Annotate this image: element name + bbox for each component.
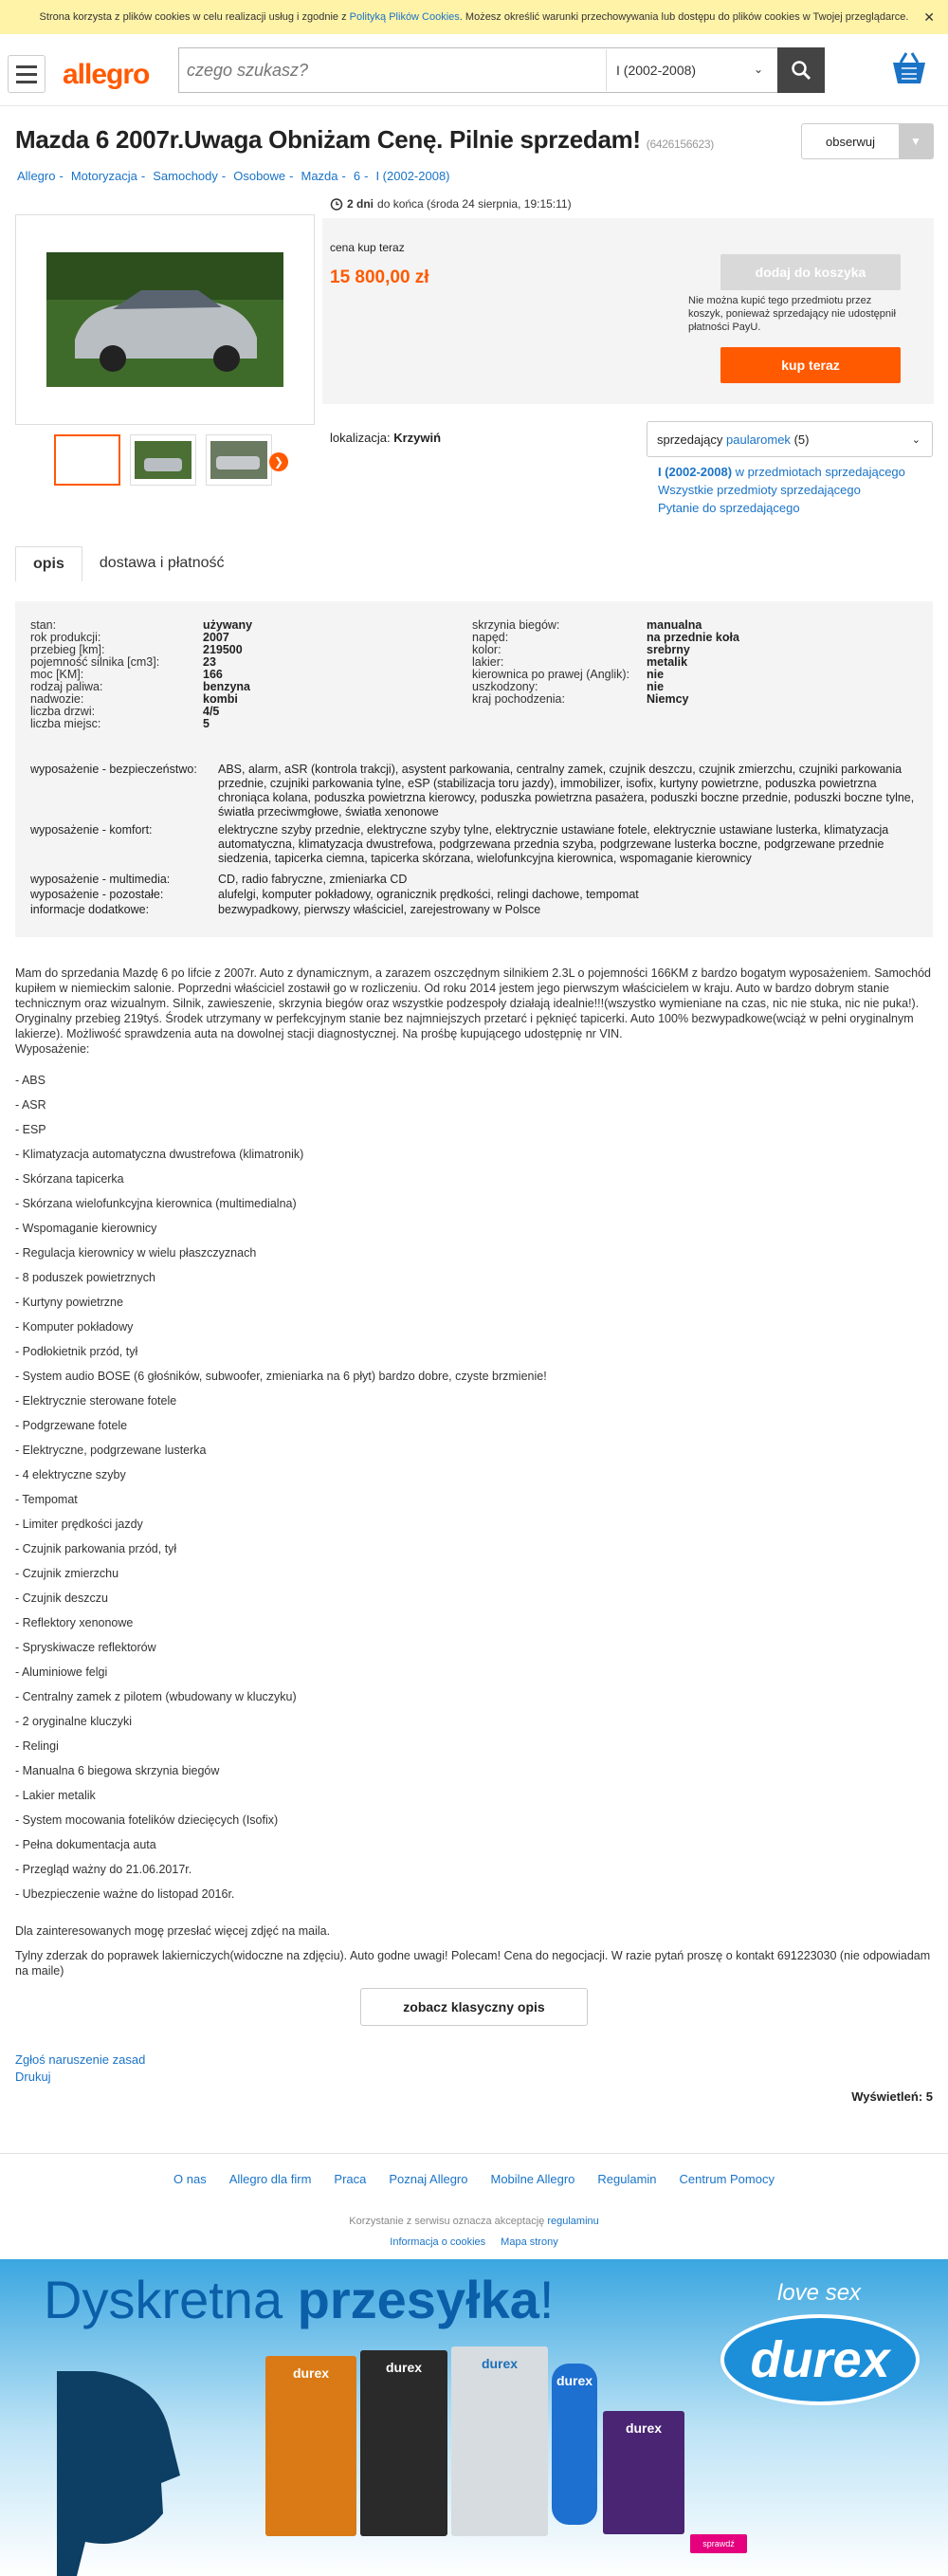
location: lokalizacja: Krzywiń — [330, 431, 442, 445]
print-link[interactable]: Drukuj — [15, 2070, 51, 2084]
buy-now-button[interactable]: kup teraz — [720, 347, 901, 383]
product-bottle: durex — [552, 2364, 597, 2525]
category-select[interactable]: I (2002-2008) ⌄ — [606, 49, 776, 91]
ask-seller-link[interactable]: Pytanie do sprzedającego — [658, 501, 800, 515]
thumbnail[interactable] — [54, 434, 120, 486]
equipment-list — [15, 1068, 547, 1906]
advert-tagline: love sex — [777, 2280, 862, 2306]
list-item: - Podłokietnik przód, tył — [15, 1345, 138, 1358]
spec-label: rok produkcji: — [30, 631, 101, 644]
list-item: - Czujnik parkowania przód, tył — [15, 1542, 177, 1555]
list-item: - Kurtyny powietrzne — [15, 1296, 123, 1309]
spec-value: 2007 — [203, 631, 229, 644]
spec-label: informacje dodatkowe: — [30, 903, 150, 916]
breadcrumb-item[interactable]: Allegro — [17, 169, 56, 183]
description — [15, 966, 933, 1057]
cookie-policy-link[interactable]: Polityką Plików Cookies — [349, 11, 460, 23]
footer-sublinks — [0, 2236, 948, 2248]
seller-dropdown[interactable]: sprzedający paularomek (5) ⌄ — [647, 421, 933, 457]
list-item: - System mocowania fotelików dziecięcych (Isofix) — [15, 1813, 279, 1827]
list-item: - ABS — [15, 1074, 46, 1087]
footer-link[interactable]: O nas — [173, 2172, 207, 2186]
cart-icon[interactable] — [887, 49, 931, 87]
logo[interactable]: allegro — [63, 59, 150, 90]
footer-link[interactable]: Regulamin — [597, 2172, 657, 2186]
add-to-cart-button[interactable]: dodaj do koszyka — [720, 254, 901, 290]
advert-banner[interactable] — [0, 2259, 948, 2576]
cookie-bar — [0, 0, 948, 34]
terms-link[interactable]: regulaminu — [547, 2216, 599, 2227]
list-item: - Centralny zamek z pilotem (wbudowany w kluczyku) — [15, 1690, 297, 1703]
footer-note: Korzystanie z serwisu oznacza akceptację regulaminu — [349, 2216, 599, 2227]
tab-delivery[interactable]: dostawa i płatność — [99, 555, 225, 571]
spec-label: skrzynia biegów: — [472, 618, 560, 632]
list-item: - Spryskiwacze reflektorów — [15, 1641, 156, 1654]
breadcrumb-item[interactable]: Motoryzacja — [70, 169, 137, 183]
spec-label: stan: — [30, 618, 57, 632]
seller-name[interactable]: paularomek — [726, 432, 791, 447]
spec-value: elektryczne szyby przednie, elektryczne szyby tylne, elektrycznie ustawiane fotele, elektrycznie ustawiane lusterka, klimatyzacja automatyczna, klimatyzacja dwustrefowa, podgrzewana przednia szyba, podgrzewane lusterka boczne, podgrzewane przednie siedzenia, tapicerka ciemna, tapicerka skórzana, wielofunkcyjna kierownica, wspomaganie kierownicy — [218, 823, 889, 865]
list-item: - ESP — [15, 1123, 46, 1136]
list-item: - Aluminiowe felgi — [15, 1665, 108, 1679]
footer-divider — [0, 2153, 948, 2154]
chevron-down-icon: ⌄ — [753, 63, 763, 76]
spec-value: srebrny — [647, 643, 690, 656]
close-icon[interactable]: ✕ — [923, 9, 935, 25]
footer-nav — [0, 2172, 948, 2186]
product-pack: durex — [603, 2411, 684, 2534]
spec-label: liczba miejsc: — [30, 717, 101, 730]
listing-id: (6426156623) — [646, 138, 714, 151]
equipment-heading: Wyposażenie: — [15, 1042, 90, 1056]
tabs — [15, 546, 242, 580]
view-count: Wyświetleń: 5 — [851, 2089, 933, 2104]
footer-link[interactable]: Poznaj Allegro — [389, 2172, 468, 2186]
seller-category-link[interactable]: I (2002-2008) w przedmiotach sprzedającego — [658, 465, 905, 479]
page-title: Mazda 6 2007r.Uwaga Obniżam Cenę. Pilnie sprzedam! (6426156623) — [15, 125, 714, 154]
tab-description[interactable]: opis — [15, 546, 82, 581]
spec-label: kraj pochodzenia: — [472, 692, 565, 706]
list-item: - 2 oryginalne kluczyki — [15, 1715, 132, 1728]
spec-value: używany — [203, 618, 253, 632]
breadcrumb-item[interactable]: I (2002-2008) — [375, 169, 450, 183]
spec-value: 166 — [203, 668, 223, 681]
footer-link[interactable]: Mobilne Allegro — [490, 2172, 575, 2186]
list-item: - Czujnik deszczu — [15, 1592, 108, 1605]
cookie-text: Strona korzysta z plików cookies w celu realizacji usług i zgodnie z Polityką Plików Cookies. Możesz określić warunki przechowywania lub dostępu do plików cookies w Twojej przeglądarce. — [39, 11, 909, 23]
spec-value: benzyna — [203, 680, 251, 693]
seller-links — [658, 463, 905, 517]
spec-label: napęd: — [472, 631, 509, 644]
spec-label: wyposażenie - multimedia: — [30, 873, 171, 886]
more-photos-note: Dla zainteresowanych mogę przesłać więcej zdjęć na maila. — [15, 1924, 331, 1938]
main-photo[interactable] — [15, 214, 315, 425]
chevron-down-icon[interactable]: ▼ — [899, 124, 933, 158]
cart-note: Nie można kupić tego przedmiotu przez koszyk, ponieważ sprzedający nie udostępnił płatności PayU. — [688, 295, 896, 333]
price-label: cena kup teraz — [330, 241, 405, 254]
product-pack: durex — [265, 2356, 356, 2536]
list-item: - Relingi — [15, 1739, 59, 1753]
search-icon — [791, 60, 811, 81]
footer-link[interactable]: Praca — [334, 2172, 367, 2186]
product-pack: durex — [360, 2350, 447, 2536]
spec-label: rodzaj paliwa: — [30, 680, 103, 693]
list-item: - Lakier metalik — [15, 1789, 96, 1802]
thumbnail[interactable] — [130, 434, 196, 486]
menu-icon[interactable] — [8, 55, 46, 93]
spec-label: lakier: — [472, 655, 504, 669]
chevron-down-icon: ⌄ — [911, 433, 921, 446]
spec-label: wyposażenie - pozostałe: — [30, 888, 164, 901]
list-item: - Limiter prędkości jazdy — [15, 1518, 143, 1531]
spec-label: przebieg [km]: — [30, 643, 105, 656]
list-item: - Klimatyzacja automatyczna dwustrefowa (klimatronik) — [15, 1148, 304, 1161]
spec-value: alufelgi, komputer pokładowy, ogranicznik prędkości, relingi dachowe, tempomat — [218, 888, 639, 901]
description-intro: Mam do sprzedania Mazdę 6 po lifcie z 2007r. Auto z dynamicznym, a zarazem oszczędnym silnikiem 2.3L o pojemności 166KM z bardzo bogatym wyposażeniem. Samochód kupiłem w niemieckim salonie. Poprzedni właściciel zostawił go w rozliczeniu. Od roku 2014 jestem jego pierwszym właścicielem w kraju. Auto w bardzo dobrym stanie technicznym oraz wizualnym. Silnik, zawieszenie, skrzynia biegów oraz wszystkie podzespoły działają idealnie!!!(wszystko wymieniane na czas, nic nie stuka, nic nie puka!). Oryginalny przebieg 219tyś. Środek utrzymany w perfekcyjnym stanie bez najmniejszych przetarć i pęknięć tapicerki. Auto 100% bezwypadkowe(wciąż w pełni oryginalnym lakierze). Możliwość sprawdzenia auta na dowolnej stacji diagnostycznej. Na prośbę kupującego udostępnię nr VIN. — [15, 966, 931, 1040]
report-links — [15, 2052, 145, 2086]
breadcrumb-item[interactable]: Mazda — [301, 169, 338, 183]
silhouette-icon — [57, 2371, 228, 2576]
spec-label: wyposażenie - komfort: — [30, 823, 153, 837]
breadcrumb-item[interactable]: Osobowe — [233, 169, 286, 183]
check-button[interactable]: sprawdź — [690, 2534, 747, 2553]
spec-label: liczba drzwi: — [30, 705, 96, 718]
spec-label: moc [KM]: — [30, 668, 84, 681]
search-input[interactable] — [179, 49, 606, 91]
spec-value: CD, radio fabryczne, zmieniarka CD — [218, 873, 408, 886]
list-item: - Skórzana wielofunkcyjna kierownica (multimedialna) — [15, 1197, 297, 1210]
spec-label: pojemność silnika [cm3]: — [30, 655, 160, 669]
buy-box — [322, 218, 934, 404]
spec-value: 23 — [203, 655, 216, 669]
spec-label: uszkodzony: — [472, 680, 538, 693]
spec-value: bezwypadkowy, pierwszy właściciel, zarejestrowany w Polsce — [218, 903, 541, 916]
observe-button[interactable]: obserwuj ▼ — [801, 123, 934, 159]
list-item: - Reflektory xenonowe — [15, 1616, 134, 1629]
time-remaining: 2 dni do końca (środa 24 sierpnia, 19:15:11) — [330, 197, 572, 211]
list-item: - 8 poduszek powietrznych — [15, 1271, 155, 1284]
search-bar — [178, 47, 779, 93]
clock-icon — [330, 197, 343, 211]
footer-link[interactable]: Allegro dla firm — [228, 2172, 312, 2186]
spec-value: 4/5 — [203, 705, 220, 718]
search-button[interactable] — [777, 47, 825, 93]
breadcrumb: Allegro - Motoryzacja - Samochody - Osobowe - Mazda - 6 - I (2002-2008) — [17, 169, 450, 183]
list-item: - Skórzana tapicerka — [15, 1172, 124, 1186]
seller-all-items-link[interactable]: Wszystkie przedmioty sprzedającego — [658, 483, 861, 497]
advert-logo: durex — [720, 2314, 920, 2405]
list-item: - Przegląd ważny do 21.06.2017r. — [15, 1863, 192, 1876]
spec-value: kombi — [203, 692, 238, 706]
spec-value: nie — [647, 668, 665, 681]
closing-note: Tylny zderzak do poprawek lakierniczych(widoczne na zdjęciu). Auto godne uwagi! Polecam! Cena do negocjacji. W razie pytań proszę o kontakt 691223030 (nie odpowiadam na maile) — [15, 1949, 931, 1978]
list-item: - ASR — [15, 1098, 46, 1112]
spec-value: nie — [647, 680, 665, 693]
sitemap-link[interactable]: Mapa strony — [501, 2236, 558, 2248]
spec-label: nadwozie: — [30, 692, 84, 706]
breadcrumb-item[interactable]: Samochody — [153, 169, 218, 183]
list-item: - Wspomaganie kierownicy — [15, 1222, 157, 1235]
classic-description-button[interactable]: zobacz klasyczny opis — [360, 1988, 588, 2026]
list-item: - Elektrycznie sterowane fotele — [15, 1394, 177, 1408]
footer-link[interactable]: Centrum Pomocy — [679, 2172, 775, 2186]
list-item: - System audio BOSE (6 głośników, subwoofer, zmieniarka na 6 płyt) bardzo dobre, czyste brzmienie! — [15, 1370, 547, 1383]
spec-value: 5 — [203, 717, 210, 730]
thumbnail-strip — [54, 434, 272, 486]
price: 15 800,00 zł — [330, 267, 429, 287]
breadcrumb-item[interactable]: 6 — [353, 169, 361, 183]
list-item: - Pełna dokumentacja auta — [15, 1838, 156, 1851]
spec-label: kolor: — [472, 643, 501, 656]
list-item: - Podgrzewane fotele — [15, 1419, 128, 1432]
spec-value: Niemcy — [647, 692, 689, 706]
list-item: - Regulacja kierownicy w wielu płaszczyznach — [15, 1246, 257, 1260]
thumbnail[interactable] — [206, 434, 272, 486]
list-item: - Elektryczne, podgrzewane lusterka — [15, 1444, 207, 1457]
spec-value: 219500 — [203, 643, 243, 656]
product-pack: durex — [451, 2346, 548, 2536]
cookies-info-link[interactable]: Informacja o cookies — [390, 2236, 486, 2248]
spec-value: manualna — [647, 618, 702, 632]
list-item: - Czujnik zmierzchu — [15, 1567, 119, 1580]
advert-title: Dyskretna przesyłka! — [44, 2270, 555, 2329]
spec-value: metalik — [647, 655, 688, 669]
spec-value: ABS, alarm, aSR (kontrola trakcji), asystent parkowania, centralny zamek, czujnik deszczu, czujnik zmierzchu, czujniki parkowania przednie, czujniki parkowania tylne, eSP (stabilizacja toru jazdy), immobilizer, isofix, kurtyny powietrzne, poduszka powietrzna chroniąca kolana, poduszka powietrzna kierowcy, poduszka powietrzna pasażera, poduszki boczne przednie, poduszki boczne tylne, światła przeciwmgłowe, światła xenonowe — [218, 763, 915, 819]
list-item: - Manualna 6 biegowa skrzynia biegów — [15, 1764, 220, 1777]
specs-panel — [15, 601, 933, 937]
chevron-right-icon[interactable]: ❯ — [269, 452, 288, 471]
list-item: - Ubezpieczenie ważne do listopad 2016r. — [15, 1887, 235, 1901]
spec-label: kierownica po prawej (Anglik): — [472, 668, 630, 681]
list-item: - Tempomat — [15, 1493, 78, 1506]
spec-label: wyposażenie - bezpieczeństwo: — [30, 763, 197, 776]
report-link[interactable]: Zgłoś naruszenie zasad — [15, 2052, 146, 2067]
list-item: - 4 elektryczne szyby — [15, 1468, 126, 1481]
list-item: - Komputer pokładowy — [15, 1320, 134, 1334]
spec-value: na przednie koła — [647, 631, 739, 644]
